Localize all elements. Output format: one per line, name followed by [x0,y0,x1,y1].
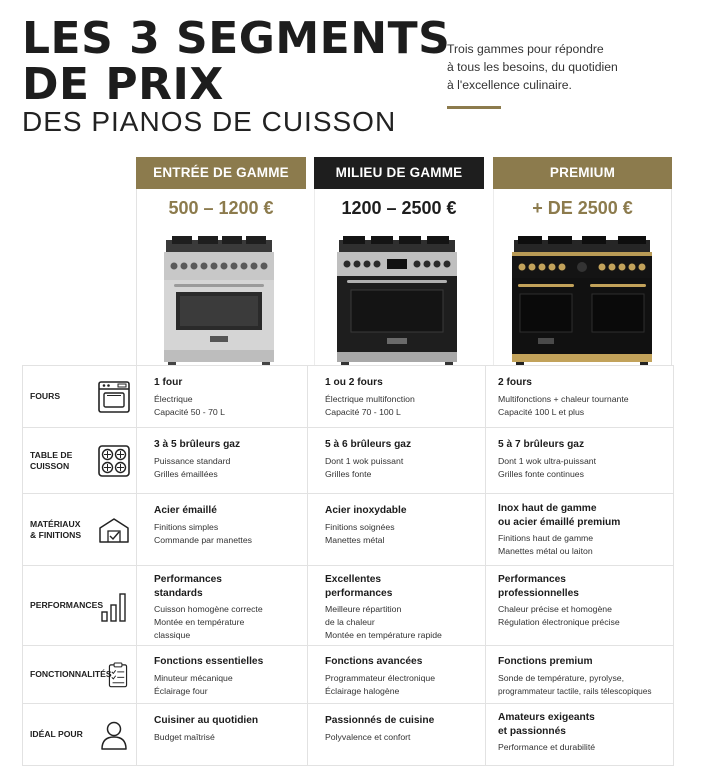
table-row [23,428,674,494]
cell-entry-cuisson [137,428,308,494]
page-subtitle: DES PIANOS DE CUISSON [22,106,397,137]
row-label-materiaux [23,494,137,566]
row-label-text: PERFORMANCES [30,600,104,610]
cell-line: de la chaleur [325,617,375,627]
cell-line: Grilles émaillées [154,469,218,479]
oven-icon [96,379,132,415]
cell-title: 2 fours [498,377,532,388]
cell-line: Montée en température [154,617,245,627]
cell-line: Finitions haut de gamme [498,533,594,543]
row-label-text: IDÉAL POUR [30,729,83,739]
cell-premium-fonctionnalites [486,646,674,704]
table-row [23,566,674,646]
cell-line: Montée en température rapide [325,630,442,640]
cell-title-line: Performances [154,574,222,585]
column-header-mid: MILIEU DE GAMME [314,157,484,189]
cell-title-line: performances [325,588,393,599]
cell-line: Électrique [154,394,193,404]
cell-entry-performances [137,566,308,646]
row-label-line: & FINITIONS [30,529,82,540]
cell-line: Manettes métal ou laiton [498,546,593,556]
cell-line: Capacité 100 L et plus [498,407,585,417]
cell-line: Cuisson homogène correcte [154,604,263,614]
cell-title [325,573,481,601]
cell-line: Finitions simples [154,522,219,532]
cell-title [498,711,669,739]
cell-entry-ideal [137,704,308,766]
row-label-fours [23,366,137,428]
cell-line: Budget maîtrisé [154,732,215,742]
cell-line: Programmateur électronique [325,673,436,683]
page-title-line-2: DE PRIX [22,59,224,110]
row-label-text [30,450,90,472]
row-label-line: MATÉRIAUX [30,518,81,529]
cell-title: 5 à 7 brûleurs gaz [498,439,585,450]
cell-mid-performances [308,566,486,646]
row-label-text [30,519,90,541]
bar-chart-icon [96,588,132,624]
intro-text [447,40,687,94]
cell-title-line: Performances [498,574,566,585]
cell-line: Éclairage four [154,686,208,696]
row-label-fonctionnalites [23,646,137,704]
cell-title-line: professionnelles [498,588,579,599]
cell-title: Fonctions premium [498,656,593,667]
user-icon [96,717,132,753]
cell-line: Meilleure répartition [325,604,402,614]
cell-premium-cuisson [486,428,674,494]
black-brass-range-cooker-image [508,236,656,366]
cell-line: Capacité 50 - 70 L [154,407,225,417]
table-row [23,704,674,766]
row-label-text: FONCTIONNALITÉS [30,669,112,679]
column-header-premium: PREMIUM [493,157,672,189]
intro-line: Trois gammes pour répondre [447,42,604,56]
cell-title: 5 à 6 brûleurs gaz [325,439,412,450]
cell-entry-materiaux [137,494,308,566]
black-steel-range-cooker-image [333,236,461,366]
cell-mid-fours [308,366,486,428]
cell-title: 1 ou 2 fours [325,377,383,388]
cell-line: Commande par manettes [154,535,253,545]
cell-line: Électrique multifonction [325,394,415,404]
cell-premium-materiaux [486,494,674,566]
cell-title: Passionnés de cuisine [325,715,435,726]
table-row [23,646,674,704]
checklist-icon [104,657,132,693]
cell-line: Manettes métal [325,535,385,545]
cell-mid-ideal [308,704,486,766]
cell-title: 1 four [154,377,183,388]
row-label-text: FOURS [30,391,61,401]
cell-premium-fours [486,366,674,428]
cell-line: classique [154,630,191,640]
intro-divider [447,106,501,109]
cell-mid-materiaux [308,494,486,566]
cell-title: 3 à 5 brûleurs gaz [154,439,241,450]
price-mid: 1200 – 2500 € [341,198,457,218]
cell-premium-performances [486,566,674,646]
row-label-performances [23,566,137,646]
cell-line: Grilles fonte continues [498,469,584,479]
cell-title: Fonctions avancées [325,656,423,667]
stainless-range-cooker-image [160,236,278,366]
page-title-line-1: LES 3 SEGMENTS [22,13,451,64]
row-label-line: CUISSON [30,460,70,471]
cell-title-line: Amateurs exigeants [498,712,595,723]
row-label-table-cuisson [23,428,137,494]
cell-line: Capacité 70 - 100 L [325,407,401,417]
row-label-ideal-pour [23,704,137,766]
cell-premium-ideal [486,704,674,766]
cell-line: Finitions soignées [325,522,395,532]
cell-line: Sonde de température, pyrolyse, [498,673,625,683]
intro-line: à tous les besoins, du quotidien [447,60,618,74]
cell-title-line: Excellentes [325,574,382,585]
comparison-table [22,365,674,766]
cell-line: Régulation électronique précise [498,617,620,627]
cell-title [498,573,669,601]
cell-title-line: standards [154,588,203,599]
cell-title [154,573,303,601]
cell-title [498,502,669,530]
cell-title: Acier inoxydable [325,505,407,516]
cell-line: Multifonctions + chaleur tournante [498,394,629,404]
column-header-entry: ENTRÉE DE GAMME [136,157,306,189]
cell-line: Grilles fonte [325,469,372,479]
cell-mid-cuisson [308,428,486,494]
cell-entry-fours [137,366,308,428]
price-premium: + DE 2500 € [532,198,633,218]
cell-mid-fonctionnalites [308,646,486,704]
cell-title: Fonctions essentielles [154,656,264,667]
cell-line: Chaleur précise et homogène [498,604,612,614]
cell-title: Cuisiner au quotidien [154,715,259,726]
cell-title-line: ou acier émaillé premium [498,517,621,528]
cell-line: Minuteur mécanique [154,673,233,683]
cell-title: Acier émaillé [154,505,217,516]
cell-title-line: et passionnés [498,726,566,737]
cell-title-line: Inox haut de gamme [498,503,597,514]
cell-entry-fonctionnalites [137,646,308,704]
cell-line: Dont 1 wok puissant [325,456,404,466]
intro-line: à l'excellence culinaire. [447,78,572,92]
materials-icon [96,512,132,548]
cell-line: Dont 1 wok ultra-puissant [498,456,597,466]
cell-line: Éclairage halogène [325,686,400,696]
cell-line: programmateur tactile, rails télescopiques [498,686,652,696]
table-row [23,366,674,428]
cooktop-icon [96,443,132,479]
price-entry: 500 – 1200 € [168,198,274,218]
cell-line: Puissance standard [154,456,231,466]
table-row [23,494,674,566]
cell-line: Performance et durabilité [498,742,596,752]
cell-line: Polyvalence et confort [325,732,411,742]
row-label-line: TABLE DE [30,449,73,460]
